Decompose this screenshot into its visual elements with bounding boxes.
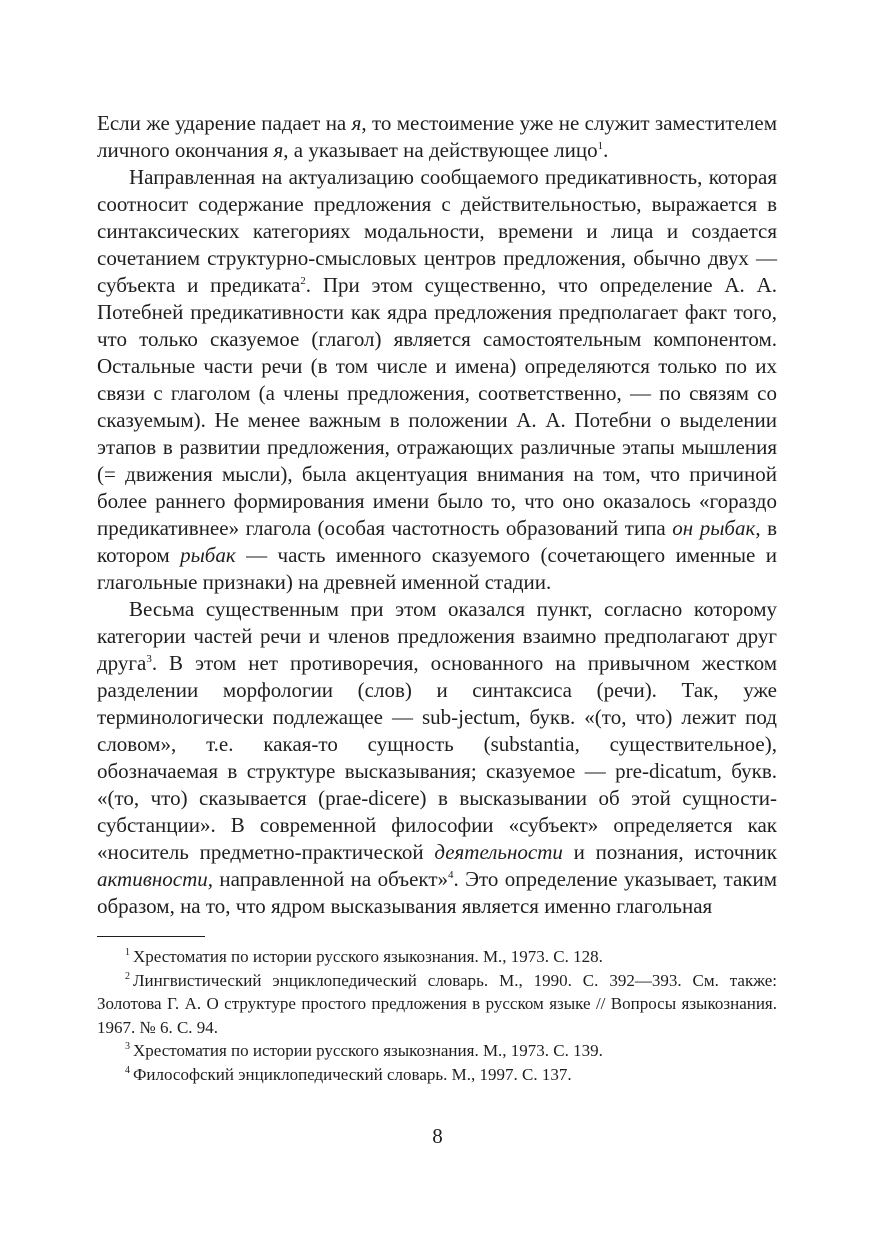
footnote-text: Лингвистический энциклопедический словарь. М., 1990. С. 392—393. См. также: Золотова Г. А. О структуре простого предложения в русском языке // Вопросы языкознания. 1967. № 6. С. 94.	[97, 970, 777, 1037]
footnote-text: Философский энциклопедический словарь. М., 1997. С. 137.	[133, 1064, 572, 1084]
text-run: , а указывает на действующее лицо	[283, 138, 598, 162]
footnote-2	[97, 969, 777, 1040]
footnote-reference[interactable]: 2	[300, 275, 306, 287]
footnote-text: Хрестоматия по истории русского языкознания. М., 1973. С. 139.	[133, 1041, 603, 1060]
text-run: Направленная на актуализацию сообщаемого предикативность, которая соотносит содержание предложения с действительностью, выражается в синтаксических категориях модальности, времени и лица и создается сочетанием структурно-смысловых центров предложения, обычно двух — субъекта и предиката	[97, 165, 777, 297]
text-run: Если же ударение падает на	[97, 111, 352, 135]
italic-term: рыбак	[180, 543, 236, 567]
text-run: .	[603, 138, 609, 162]
footnote-4	[97, 1063, 777, 1087]
text-run: . Это определение указывает, таким образом, на то, что ядром высказывания является именно глагольная	[97, 867, 778, 918]
footnote-1	[97, 945, 777, 969]
footnote-number: 4	[125, 1064, 130, 1076]
footnote-number: 3	[125, 1041, 130, 1053]
footnote-reference[interactable]: 3	[146, 653, 152, 665]
footnotes	[97, 945, 777, 1086]
text-run: — часть именного сказуемого (сочетающего именные и глагольные признаки) на древней именной стадии.	[97, 543, 777, 594]
paragraph-3	[97, 596, 777, 920]
paragraph-2	[97, 164, 777, 596]
text-run: , в котором	[97, 516, 778, 567]
footnote-reference[interactable]: 1	[597, 140, 604, 152]
page-content	[97, 110, 777, 1086]
text-run: Весьма существенным при этом оказался пункт, согласно которому категории частей речи и членов предложения взаимно предполагают друг друга	[97, 597, 777, 675]
paragraph-1	[97, 110, 777, 164]
main-text	[97, 110, 777, 920]
page-number: 8	[432, 1124, 443, 1148]
italic-term: деятельности	[434, 840, 563, 864]
text-run: . В этом нет противоречия, основанного на привычном жестком разделении морфологии (слов) и синтаксиса (речи). Так, уже терминологически подлежащее — sub-jectum, букв. «(то, что) лежит под словом», т.е. какая-то сущность (substantia, существительное), обозначаемая в структуре высказывания; сказуемое — pre-dicatum, букв. «(то, что) сказывается (prae-dicere) в высказывании об этой сущности-субстанции». В современной философии «субъект» определяется как «носитель предметно-практической	[97, 651, 777, 864]
footnote-divider	[97, 936, 205, 937]
italic-term: он рыбак	[672, 516, 756, 540]
italic-term: активности,	[97, 867, 213, 891]
text-run: . При этом существенно, что определение А. А. Потебней предикативности как ядра предложения предполагает факт того, что только сказуемое (глагол) является самостоятельным компонентом. Остальные части речи (в том числе и имена) определяются только по их связи с глаголом (а члены предложения, соответственно, — по связям со сказуемым). Не менее важным в положении А. А. Потебни о выделении этапов в развитии предложения, отражающих различные этапы мышления (= движения мысли), была акцентуация внимания на том, что причиной более раннего формирования имени было то, что оно оказалось «гораздо предикативнее» глагола (особая частотность образований типа	[97, 273, 777, 540]
footnote-number: 1	[125, 947, 130, 959]
footnote-number: 2	[125, 970, 130, 982]
footnote-reference[interactable]: 4	[448, 869, 454, 881]
text-run: направленной на объект»	[212, 867, 449, 891]
footnote-text: Хрестоматия по истории русского языкознания. М., 1973. С. 128.	[133, 947, 603, 966]
italic-term: я	[273, 138, 284, 162]
text-run: и познания, источник	[562, 840, 777, 864]
text-run: , то местоимение уже не служит заместителем личного окончания	[97, 111, 777, 162]
italic-term: я	[351, 111, 362, 135]
footnote-3	[97, 1039, 777, 1063]
